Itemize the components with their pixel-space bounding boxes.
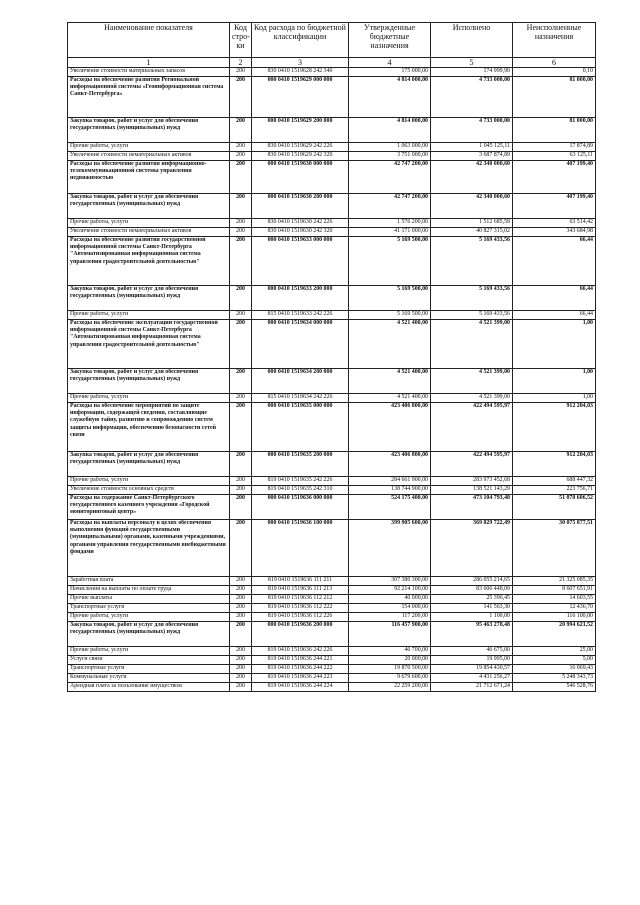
row-line-code: 200 [230, 486, 252, 495]
row-line-code: 200 [230, 495, 252, 520]
row-approved: 138 744 900,00 [349, 486, 431, 495]
row-name: Прочие работы, услуги [68, 219, 230, 228]
row-approved: 1 063 000,00 [349, 143, 431, 152]
row-approved: 41 171 000,00 [349, 228, 431, 237]
row-executed: 369 829 722,49 [431, 520, 513, 577]
row-name: Увеличение стоимости основных средств [68, 486, 230, 495]
table-row [68, 495, 596, 520]
row-name: Закупка товаров, работ и услуг для обеспечения государственных (муниципальных) нужд [68, 622, 230, 647]
row-unexecuted: 8 607 651,91 [513, 586, 596, 595]
row-line-code: 200 [230, 477, 252, 486]
row-unexecuted: 30 075 877,51 [513, 520, 596, 577]
row-executed: 1 045 125,11 [431, 143, 513, 152]
row-budget-code: 819 0410 1519636 111 211 [252, 577, 349, 586]
row-executed: 473 104 793,48 [431, 495, 513, 520]
row-budget-code: 819 0410 1519636 111 213 [252, 586, 349, 595]
row-budget-code: 815 0410 1519634 242 226 [252, 394, 349, 403]
table-row [68, 595, 596, 604]
table-row [68, 143, 596, 152]
row-line-code: 200 [230, 286, 252, 311]
row-approved: 42 747 200,00 [349, 161, 431, 194]
row-unexecuted: 1,00 [513, 320, 596, 369]
row-line-code: 200 [230, 228, 252, 237]
row-unexecuted: 1,00 [513, 394, 596, 403]
row-budget-code: 000 0410 1519633 000 000 [252, 237, 349, 286]
row-budget-code: 000 0410 1519630 200 000 [252, 194, 349, 219]
table-row [68, 656, 596, 665]
row-name: Закупка товаров, работ и услуг для обеспечения государственных (муниципальных) нужд [68, 369, 230, 394]
header-line-code: Код стро-ки [230, 23, 252, 58]
row-executed: 4 431 256,27 [431, 674, 513, 683]
row-line-code: 200 [230, 683, 252, 692]
row-budget-code: 830 0410 1519630 242 226 [252, 219, 349, 228]
row-line-code: 200 [230, 369, 252, 394]
row-line-code: 200 [230, 674, 252, 683]
row-approved: 20 000,00 [349, 656, 431, 665]
column-number: 2 [230, 58, 252, 68]
row-approved: 524 175 400,00 [349, 495, 431, 520]
row-budget-code: 815 0410 1519633 242 226 [252, 311, 349, 320]
row-executed: 422 494 595,97 [431, 403, 513, 452]
table-row [68, 228, 596, 237]
row-line-code: 200 [230, 143, 252, 152]
row-budget-code: 819 0410 1519636 112 222 [252, 604, 349, 613]
row-approved: 22 259 200,00 [349, 683, 431, 692]
row-approved: 4 814 000,00 [349, 77, 431, 118]
row-executed: 42 340 000,60 [431, 194, 513, 219]
row-approved: 423 406 800,00 [349, 403, 431, 452]
row-executed: 286 055 214,65 [431, 577, 513, 586]
row-approved: 1 576 200,00 [349, 219, 431, 228]
row-name: Транспортные услуги [68, 665, 230, 674]
row-budget-code: 819 0410 1519636 112 212 [252, 595, 349, 604]
row-unexecuted: 16 069,43 [513, 665, 596, 674]
column-number-row [68, 58, 596, 68]
row-budget-code: 000 0410 1519633 200 000 [252, 286, 349, 311]
row-budget-code: 819 0410 1519635 242 310 [252, 486, 349, 495]
row-executed: 5 169 433,56 [431, 286, 513, 311]
table-row [68, 219, 596, 228]
row-executed: 46 675,00 [431, 647, 513, 656]
row-line-code: 200 [230, 118, 252, 143]
table-row [68, 622, 596, 647]
row-executed: 138 521 143,29 [431, 486, 513, 495]
row-approved: 40 000,00 [349, 595, 431, 604]
row-budget-code: 000 0410 1519636 100 000 [252, 520, 349, 577]
table-row [68, 369, 596, 394]
row-approved: 116 457 900,00 [349, 622, 431, 647]
row-approved: 4 814 000,00 [349, 118, 431, 143]
row-budget-code: 000 0410 1519634 000 000 [252, 320, 349, 369]
row-name: Прочие работы, услуги [68, 143, 230, 152]
row-unexecuted: 81 000,00 [513, 77, 596, 118]
row-line-code: 200 [230, 320, 252, 369]
row-name: Транспортные услуги [68, 604, 230, 613]
row-unexecuted: 12 436,70 [513, 604, 596, 613]
table-row [68, 68, 596, 77]
row-approved: 46 700,00 [349, 647, 431, 656]
row-unexecuted: 66,44 [513, 311, 596, 320]
table-row [68, 586, 596, 595]
row-unexecuted: 5,00 [513, 656, 596, 665]
row-budget-code: 819 0410 1519636 244 223 [252, 674, 349, 683]
row-budget-code: 000 0410 1519630 000 000 [252, 161, 349, 194]
row-budget-code: 000 0410 1519634 200 000 [252, 369, 349, 394]
column-number: 5 [431, 58, 513, 68]
row-unexecuted: 5 248 343,73 [513, 674, 596, 683]
table-row [68, 320, 596, 369]
row-line-code: 200 [230, 586, 252, 595]
row-name: Расходы на обеспечение эксплуатации государственной информационной системы Санкт-Петербурга "Автоматизированная информационная система управления градостроительной деятельностью" [68, 320, 230, 369]
row-executed: 3 687 874,89 [431, 152, 513, 161]
row-executed: 4 521 399,00 [431, 394, 513, 403]
table-header-row [68, 23, 596, 58]
row-approved: 3 751 000,00 [349, 152, 431, 161]
row-name: Расходы на обеспечение развития государственной информационной системы Санкт-Петербурга "Автоматизированная информационная система управления градостроительной деятельностью" [68, 237, 230, 286]
row-budget-code: 819 0410 1519635 242 226 [252, 477, 349, 486]
row-budget-code: 000 0410 1519636 000 000 [252, 495, 349, 520]
table-row [68, 647, 596, 656]
row-line-code: 200 [230, 237, 252, 286]
table-body [68, 68, 596, 692]
table-row [68, 394, 596, 403]
row-line-code: 200 [230, 394, 252, 403]
row-unexecuted: 116 100,00 [513, 613, 596, 622]
row-approved: 399 905 600,00 [349, 520, 431, 577]
row-name: Увеличение стоимости нематериальных активов [68, 152, 230, 161]
row-approved: 117 200,00 [349, 613, 431, 622]
row-line-code: 200 [230, 68, 252, 77]
row-unexecuted: 223 756,71 [513, 486, 596, 495]
row-name: Увеличение стоимости материальных запасов [68, 68, 230, 77]
row-name: Расходы на выплаты персоналу в целях обеспечения выполнения функций государственными (муниципальными) органами, казенными учреждениями, органами управления государственными внебюджетными фондами [68, 520, 230, 577]
row-name: Начисления на выплаты по оплате труда [68, 586, 230, 595]
table-row [68, 674, 596, 683]
row-name: Прочие работы, услуги [68, 647, 230, 656]
row-line-code: 200 [230, 452, 252, 477]
row-executed: 42 340 000,60 [431, 161, 513, 194]
row-executed: 4 733 000,00 [431, 77, 513, 118]
row-approved: 423 406 800,00 [349, 452, 431, 477]
row-budget-code: 819 0410 1519636 244 222 [252, 665, 349, 674]
row-executed: 95 463 278,48 [431, 622, 513, 647]
header-approved: Утвержденные бюджетные назначения [349, 23, 431, 58]
row-executed: 83 606 448,09 [431, 586, 513, 595]
row-name: Расходы на обеспечение развития информационно-телекоммуникационной системы управления недвижимостью [68, 161, 230, 194]
table-row [68, 520, 596, 577]
row-budget-code: 000 0410 1519636 200 000 [252, 622, 349, 647]
row-name: Увеличение стоимости нематериальных активов [68, 228, 230, 237]
row-unexecuted: 21 325 085,35 [513, 577, 596, 586]
row-line-code: 200 [230, 194, 252, 219]
row-approved: 4 521 400,00 [349, 394, 431, 403]
table-row [68, 118, 596, 143]
table-row [68, 577, 596, 586]
column-number: 4 [349, 58, 431, 68]
row-unexecuted: 407 199,40 [513, 194, 596, 219]
row-unexecuted: 63 514,42 [513, 219, 596, 228]
row-line-code: 200 [230, 403, 252, 452]
row-unexecuted: 14 603,55 [513, 595, 596, 604]
row-executed: 19 854 430,57 [431, 665, 513, 674]
row-budget-code: 819 0410 1519636 242 226 [252, 647, 349, 656]
row-name: Закупка товаров, работ и услуг для обеспечения государственных (муниципальных) нужд [68, 452, 230, 477]
row-budget-code: 819 0410 1519636 244 221 [252, 656, 349, 665]
row-name: Расходы на содержание Санкт-Петербургского государственного казенного учреждения «Городской мониторинговый центр» [68, 495, 230, 520]
table-row [68, 403, 596, 452]
table-row [68, 486, 596, 495]
row-approved: 307 380 300,00 [349, 577, 431, 586]
table-row [68, 477, 596, 486]
row-executed: 19 995,00 [431, 656, 513, 665]
row-executed: 4 733 000,00 [431, 118, 513, 143]
row-executed: 141 563,30 [431, 604, 513, 613]
row-name: Прочие работы, услуги [68, 311, 230, 320]
row-executed: 174 999,90 [431, 68, 513, 77]
row-budget-code: 819 0410 1519636 244 224 [252, 683, 349, 692]
row-unexecuted: 912 204,03 [513, 403, 596, 452]
table-row [68, 613, 596, 622]
row-line-code: 200 [230, 647, 252, 656]
row-budget-code: 830 0410 1519630 242 320 [252, 228, 349, 237]
row-unexecuted: 688 447,32 [513, 477, 596, 486]
row-line-code: 200 [230, 77, 252, 118]
row-name: Арендная плата за пользование имуществом [68, 683, 230, 692]
row-approved: 5 169 500,00 [349, 311, 431, 320]
row-budget-code: 000 0410 1519635 000 000 [252, 403, 349, 452]
row-unexecuted: 1,00 [513, 369, 596, 394]
row-approved: 92 214 100,00 [349, 586, 431, 595]
row-unexecuted: 546 528,76 [513, 683, 596, 692]
table-row [68, 152, 596, 161]
header-executed: Исполнено [431, 23, 513, 58]
row-name: Прочие выплаты [68, 595, 230, 604]
row-approved: 4 521 400,00 [349, 320, 431, 369]
row-approved: 9 679 600,00 [349, 674, 431, 683]
row-executed: 5 169 433,56 [431, 311, 513, 320]
row-unexecuted: 25,00 [513, 647, 596, 656]
row-executed: 25 396,45 [431, 595, 513, 604]
row-line-code: 200 [230, 665, 252, 674]
row-name: Заработная плата [68, 577, 230, 586]
row-approved: 4 521 400,00 [349, 369, 431, 394]
row-line-code: 200 [230, 311, 252, 320]
row-budget-code: 830 0410 1519629 242 320 [252, 152, 349, 161]
row-approved: 5 169 500,00 [349, 237, 431, 286]
header-name: Наименование показателя [68, 23, 230, 58]
row-executed: 5 169 433,56 [431, 237, 513, 286]
row-unexecuted: 20 994 621,52 [513, 622, 596, 647]
row-approved: 175 000,00 [349, 68, 431, 77]
row-name: Закупка товаров, работ и услуг для обеспечения государственных (муниципальных) нужд [68, 118, 230, 143]
row-line-code: 200 [230, 520, 252, 577]
row-line-code: 200 [230, 219, 252, 228]
row-approved: 42 747 200,00 [349, 194, 431, 219]
row-line-code: 200 [230, 622, 252, 647]
table-row [68, 237, 596, 286]
row-unexecuted: 17 874,89 [513, 143, 596, 152]
table-row [68, 161, 596, 194]
row-budget-code: 000 0410 1519629 200 000 [252, 118, 349, 143]
row-executed: 21 712 671,24 [431, 683, 513, 692]
row-name: Прочие работы, услуги [68, 613, 230, 622]
row-executed: 283 973 452,68 [431, 477, 513, 486]
row-unexecuted: 51 070 606,52 [513, 495, 596, 520]
row-budget-code: 830 0410 1519629 242 226 [252, 143, 349, 152]
budget-report-page [67, 22, 595, 692]
row-unexecuted: 66,44 [513, 286, 596, 311]
row-executed: 40 827 315,02 [431, 228, 513, 237]
table-row [68, 194, 596, 219]
table-row [68, 286, 596, 311]
row-name: Прочие работы, услуги [68, 394, 230, 403]
row-executed: 1 100,00 [431, 613, 513, 622]
row-name: Услуги связи [68, 656, 230, 665]
row-name: Закупка товаров, работ и услуг для обеспечения государственных (муниципальных) нужд [68, 286, 230, 311]
column-number: 6 [513, 58, 596, 68]
row-name: Закупка товаров, работ и услуг для обеспечения государственных (муниципальных) нужд [68, 194, 230, 219]
row-unexecuted: 63 125,11 [513, 152, 596, 161]
row-executed: 1 512 685,58 [431, 219, 513, 228]
row-approved: 19 870 500,00 [349, 665, 431, 674]
row-line-code: 200 [230, 604, 252, 613]
header-unexecuted: Неисполненные назначения [513, 23, 596, 58]
row-approved: 5 169 500,00 [349, 286, 431, 311]
row-name: Коммунальные услуги [68, 674, 230, 683]
row-unexecuted: 343 684,98 [513, 228, 596, 237]
budget-execution-table [67, 22, 596, 692]
table-row [68, 311, 596, 320]
row-name: Расходы на обеспечение развития Региональной информационной системы «Геоинформационная система Санкт-Петербурга» [68, 77, 230, 118]
header-budget-code: Код расхода по бюджетной классификации [252, 23, 349, 58]
row-unexecuted: 407 199,40 [513, 161, 596, 194]
row-line-code: 200 [230, 152, 252, 161]
row-line-code: 200 [230, 161, 252, 194]
column-number: 1 [68, 58, 230, 68]
row-executed: 4 521 399,00 [431, 369, 513, 394]
row-line-code: 200 [230, 656, 252, 665]
row-line-code: 200 [230, 595, 252, 604]
row-approved: 154 000,00 [349, 604, 431, 613]
row-executed: 4 521 399,00 [431, 320, 513, 369]
table-row [68, 77, 596, 118]
row-name: Прочие работы, услуги [68, 477, 230, 486]
row-unexecuted: 66,44 [513, 237, 596, 286]
table-row [68, 683, 596, 692]
row-name: Расходы на обеспечение мероприятий по защите информации, содержащей сведения, составляющие служебную тайну, развитию и сопровождению систем защиты информации, обеспечению безопасности сетей связи [68, 403, 230, 452]
row-line-code: 200 [230, 577, 252, 586]
row-line-code: 200 [230, 613, 252, 622]
row-unexecuted: 912 204,03 [513, 452, 596, 477]
column-number: 3 [252, 58, 349, 68]
table-row [68, 604, 596, 613]
row-approved: 284 661 900,00 [349, 477, 431, 486]
row-unexecuted: 81 000,00 [513, 118, 596, 143]
row-budget-code: 000 0410 1519635 200 000 [252, 452, 349, 477]
table-row [68, 665, 596, 674]
row-executed: 422 494 595,97 [431, 452, 513, 477]
row-budget-code: 819 0410 1519636 112 226 [252, 613, 349, 622]
row-unexecuted: 0,10 [513, 68, 596, 77]
row-budget-code: 000 0410 1519629 000 000 [252, 77, 349, 118]
table-row [68, 452, 596, 477]
row-budget-code: 830 0410 1519628 242 340 [252, 68, 349, 77]
